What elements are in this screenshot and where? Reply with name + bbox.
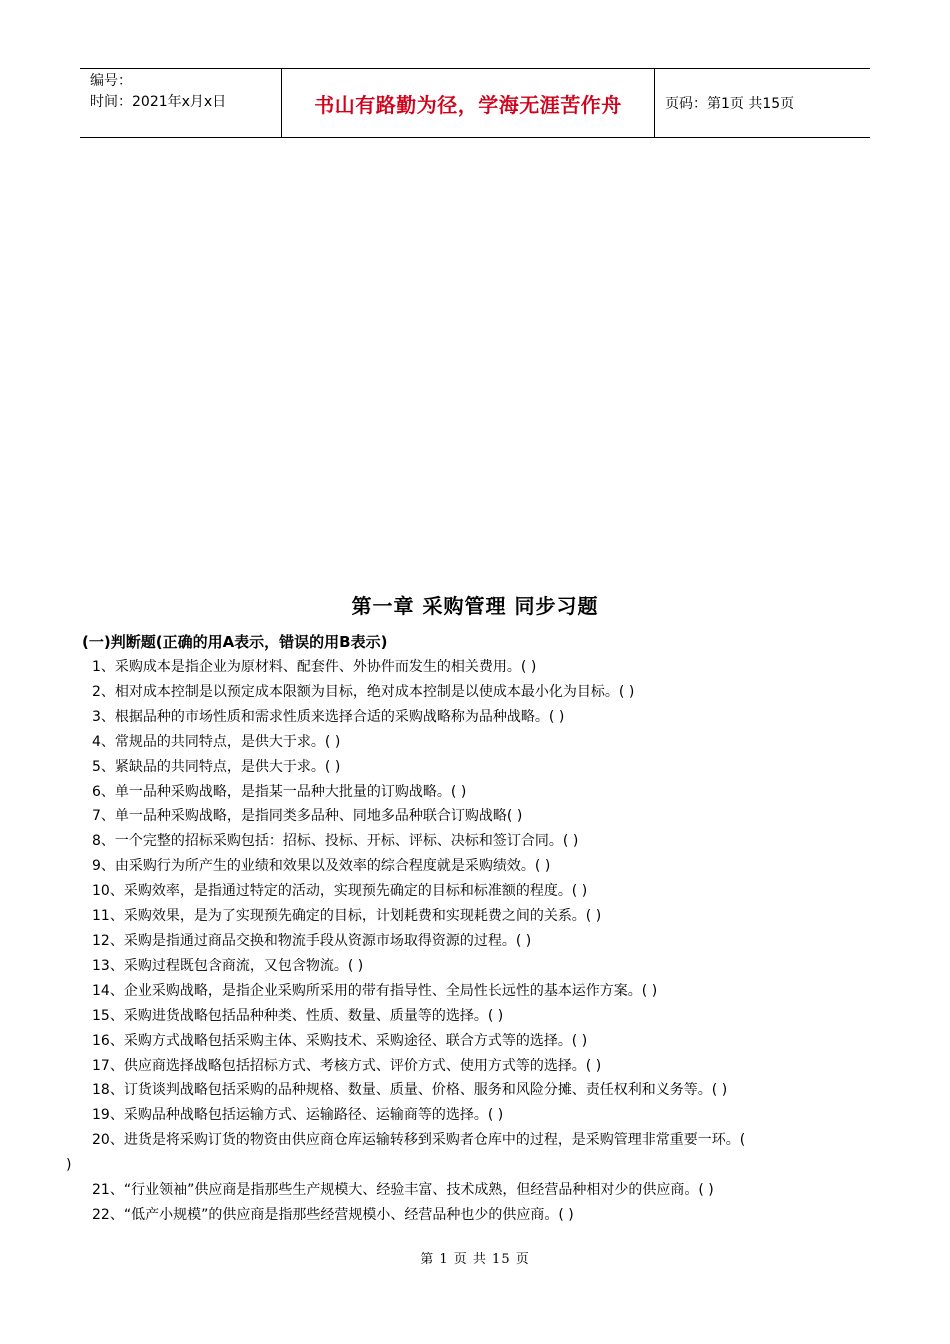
time-label: 时间：2021年x月x日 — [90, 94, 227, 110]
question-item: 16、采购方式战略包括采购主体、采购技术、采购途径、联合方式等的选择。( ) — [92, 1032, 588, 1049]
section-title: (一)判断题(正确的用A表示，错误的用B表示) — [82, 633, 388, 651]
question-item: 13、采购过程既包含商流，又包含物流。( ) — [92, 957, 364, 974]
header-page-info: 页码：第1页 共15页 — [665, 96, 795, 112]
question-item: 22、“低产小规模”的供应商是指那些经营规模小、经营品种也少的供应商。( ) — [92, 1206, 574, 1223]
chapter-title: 第一章 采购管理 同步习题 — [351, 594, 599, 618]
question-item-continuation: ) — [66, 1157, 72, 1174]
question-item: 6、单一品种采购战略，是指某一品种大批量的订购战略。( ) — [92, 783, 467, 800]
question-item: 20、进货是将采购订货的物资由供应商仓库运输转移到采购者仓库中的过程，是采购管理非常重要一环。( — [92, 1132, 746, 1149]
number-label: 编号： — [90, 73, 132, 89]
question-item: 8、一个完整的招标采购包括：招标、投标、开标、评标、决标和签订合同。( ) — [92, 833, 579, 850]
question-item: 15、采购进货战略包括品种种类、性质、数量、质量等的选择。( ) — [92, 1007, 504, 1024]
page-header — [80, 68, 870, 138]
question-list — [66, 655, 902, 1228]
question-item: 12、采购是指通过商品交换和物流手段从资源市场取得资源的过程。( ) — [92, 932, 532, 949]
question-item: 2、相对成本控制是以预定成本限额为目标，绝对成本控制是以使成本最小化为目标。( ) — [92, 683, 635, 700]
question-item: 1、采购成本是指企业为原材料、配套件、外协件而发生的相关费用。( ) — [92, 659, 537, 675]
question-item: 3、根据品种的市场性质和需求性质来选择合适的采购战略称为品种战略。( ) — [92, 708, 565, 725]
header-motto: 书山有路勤为径，学海无涯苦作舟 — [282, 69, 655, 137]
question-item: 7、单一品种采购战略，是指同类多品种、同地多品种联合订购战略( ) — [92, 808, 523, 825]
question-item: 18、订货谈判战略包括采购的品种规格、数量、质量、价格、服务和风险分摊、责任权利和义务等。( ) — [92, 1082, 728, 1099]
question-item: 14、企业采购战略，是指企业采购所采用的带有指导性、全局性长远性的基本运作方案。( ) — [92, 982, 658, 999]
question-item: 4、常规品的共同特点，是供大于求。( ) — [92, 733, 341, 750]
question-item: 11、采购效果，是为了实现预先确定的目标，计划耗费和实现耗费之间的关系。( ) — [92, 908, 602, 925]
question-item: 5、紧缺品的共同特点，是供大于求。( ) — [92, 758, 341, 775]
question-item: 21、“行业领袖”供应商是指那些生产规模大、经验丰富、技术成熟，但经营品种相对少的供应商。( ) — [92, 1182, 714, 1199]
question-item: 10、采购效率，是指通过特定的活动，实现预先确定的目标和标准额的程度。( ) — [92, 883, 588, 900]
header-meta — [80, 69, 282, 137]
question-item: 19、采购品种战略包括运输方式、运输路径、运输商等的选择。( ) — [92, 1107, 504, 1124]
question-item: 9、由采购行为所产生的业绩和效果以及效率的综合程度就是采购绩效。( ) — [92, 858, 551, 875]
question-item: 17、供应商选择战略包括招标方式、考核方式、评价方式、使用方式等的选择。( ) — [92, 1057, 602, 1074]
page-footer: 第 1 页 共 15 页 — [420, 1252, 530, 1267]
